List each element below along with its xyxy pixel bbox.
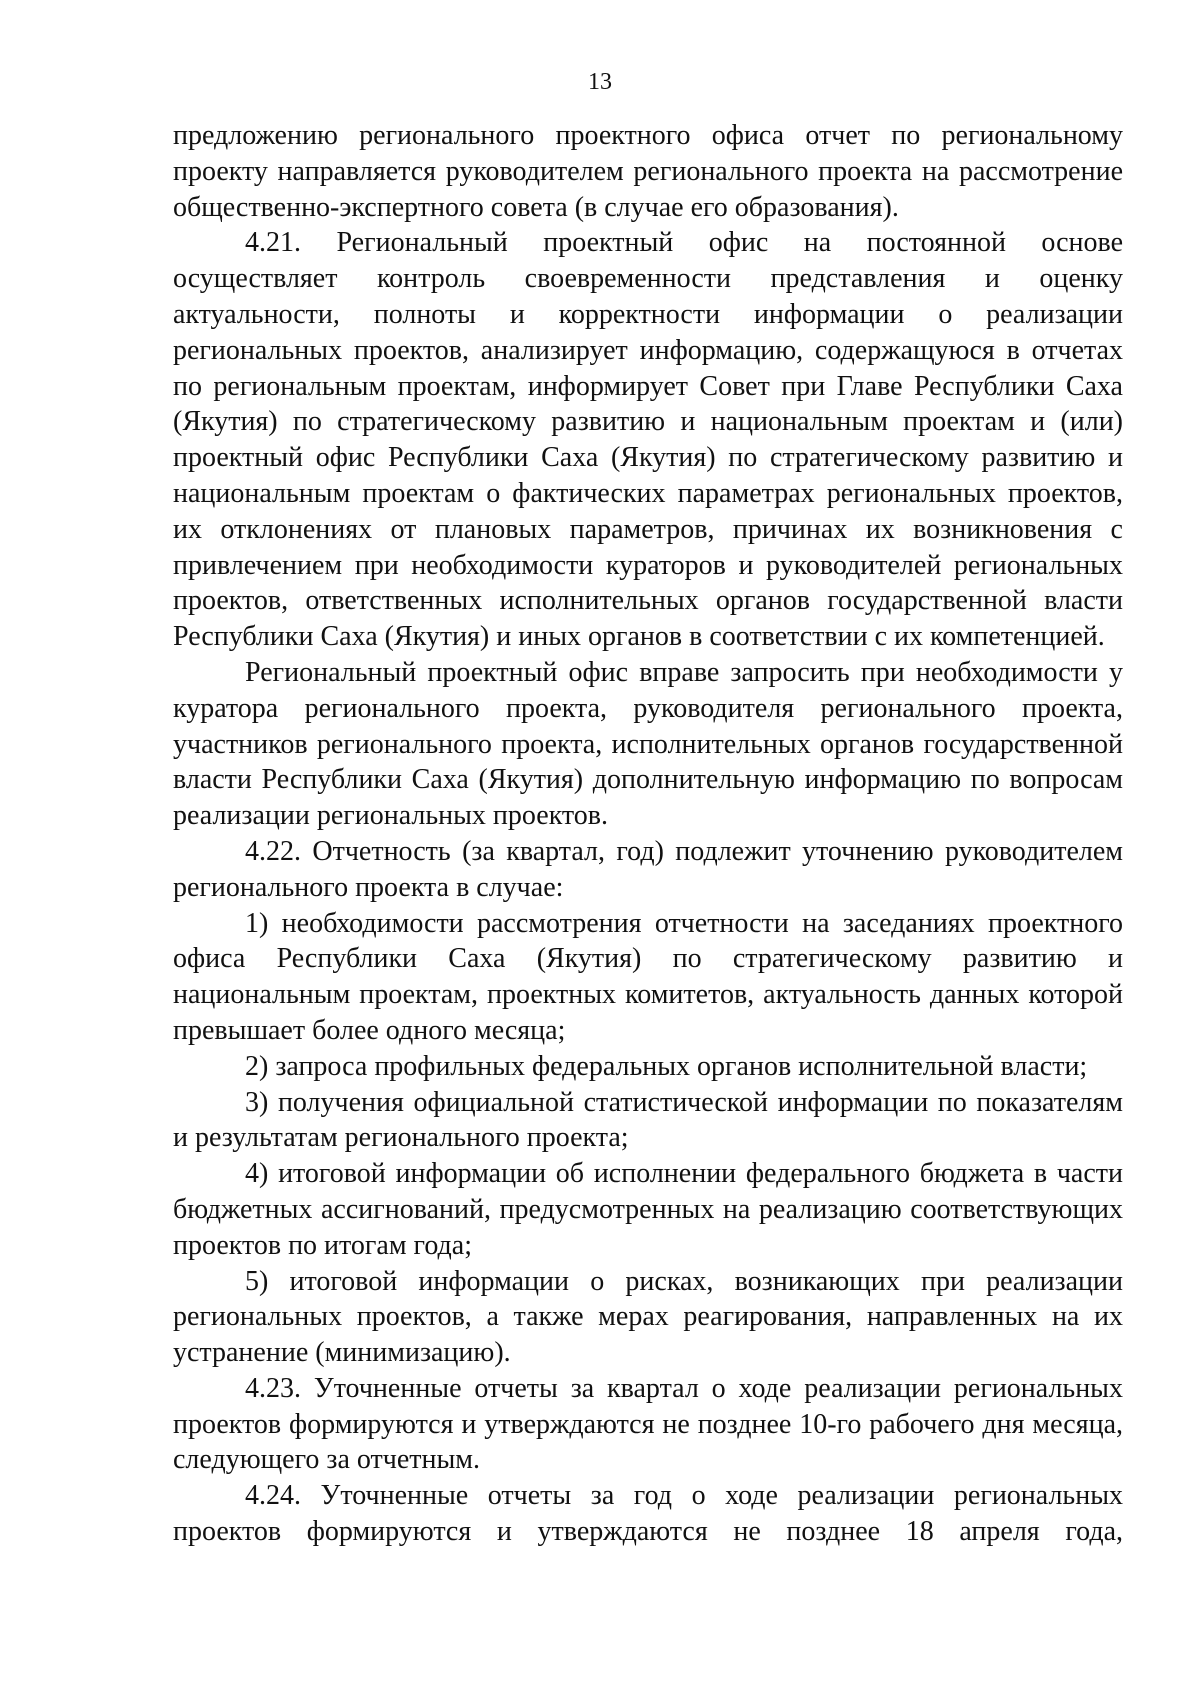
page-number: 13: [588, 69, 612, 95]
paragraph-4-21: 4.21. Региональный проектный офис на постоянной основе осуществляет контроль своевременности представления и оценку актуальности, полноты и корректности информации о реализации региональных проектов, анализирует информацию, содержащуюся в отчетах по региональным проектам, информирует Совет при Главе Республики Саха (Якутия) по стратегическому развитию и национальным проектам и (или) проектный офис Республики Саха (Якутия) по стратегическому развитию и национальным проектам о фактических параметрах региональных проектов, их отклонениях от плановых параметров, причинах их возникновения с привлечением при необходимости кураторов и руководителей региональных проектов, ответственных исполнительных органов государственной власти Республики Саха (Якутия) и иных органов в соответствии с их компетенцией.: [173, 227, 1123, 653]
list-item-4: 4) итоговой информации об исполнении федерального бюджета в части бюджетных ассигнований, предусмотренных на реализацию соответствующих проектов по итогам года;: [173, 1158, 1123, 1261]
paragraph-office-request: Региональный проектный офис вправе запросить при необходимости у куратора регионального проекта, руководителя регионального проекта, участников регионального проекта, исполнительных органов государственной власти Республики Саха (Якутия) дополнительную информацию по вопросам реализации региональных проектов.: [173, 656, 1123, 832]
list-item-1: 1) необходимости рассмотрения отчетности на заседаниях проектного офиса Республики Саха (Якутия) по стратегическому развитию и национальным проектам, проектных комитетов, актуальность данных которой превышает более одного месяца;: [173, 907, 1123, 1046]
list-item-2: 2) запроса профильных федеральных органов исполнительной власти;: [245, 1050, 1088, 1082]
paragraph-4-23: 4.23. Уточненные отчеты за квартал о ходе реализации региональных проектов формируются и утверждаются не позднее 10-го рабочего дня месяца, следующего за отчетным.: [173, 1372, 1123, 1476]
list-item-5: 5) итоговой информации о рисках, возникающих при реализации региональных проектов, а также мерах реагирования, направленных на их устранение (минимизацию).: [173, 1265, 1123, 1369]
list-item-3: 3) получения официальной статистической информации по показателям и результатам регионального проекта;: [173, 1086, 1123, 1154]
paragraph-4-22: 4.22. Отчетность (за квартал, год) подлежит уточнению руководителем регионального проекта в случае:: [173, 835, 1123, 903]
document-body: [173, 118, 1123, 1550]
paragraph-continuation: предложению регионального проектного офиса отчет по региональному проекту направляется руководителем регионального проекта на рассмотрение общественно-экспертного совета (в случае его образования).: [173, 120, 1123, 223]
paragraph-4-24: 4.24. Уточненные отчеты за год о ходе реализации региональных проектов формируются и утверждаются не позднее 18 апреля года,: [173, 1480, 1123, 1548]
